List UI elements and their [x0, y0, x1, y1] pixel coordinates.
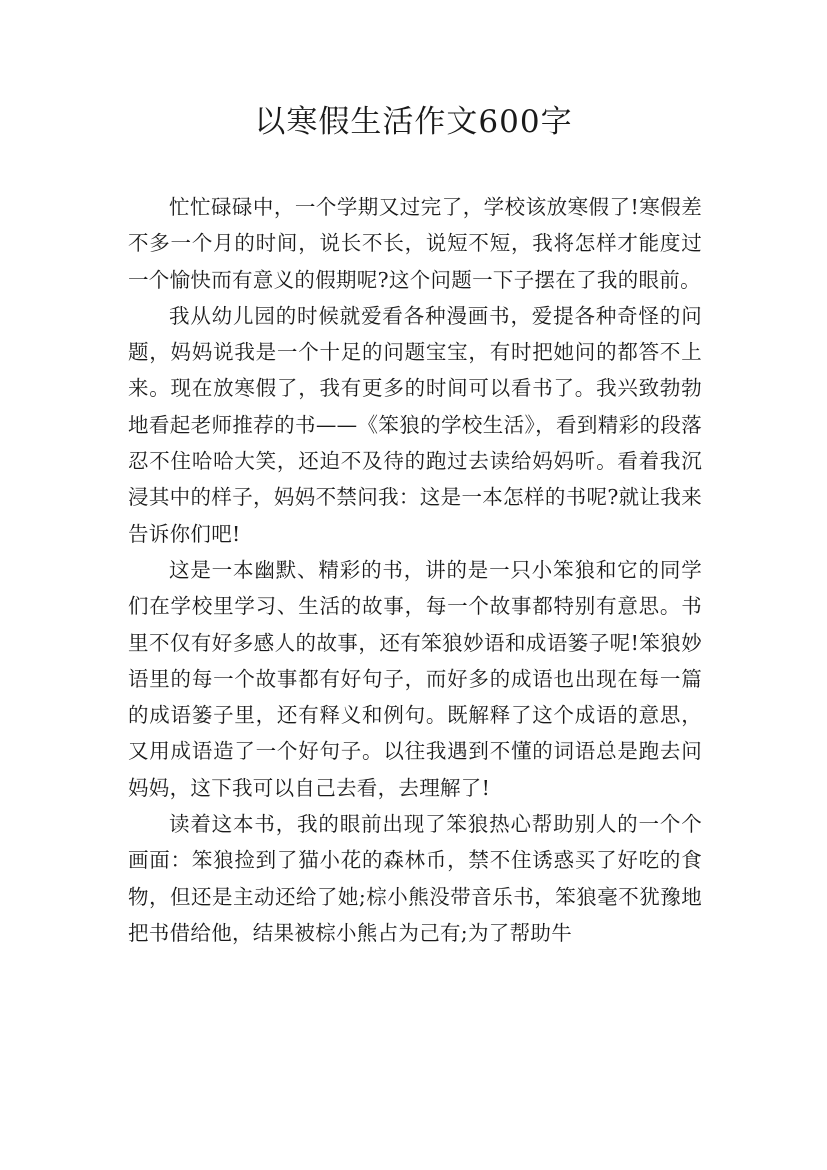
document-title: 以寒假生活作文600字	[254, 104, 573, 140]
paragraph-4: 读着这本书，我的眼前出现了笨狼热心帮助别人的一个个画面：笨狼捡到了猫小花的森林币，禁不住诱惑买了好吃的食物，但还是主动还给了她;棕小熊没带音乐书，笨狼毫不犹豫地把书借给他，结果被棕小熊占为己有;为了帮助牛	[128, 812, 702, 945]
paragraph-2: 我从幼儿园的时候就爱看各种漫画书，爱提各种奇怪的问题，妈妈说我是一个十足的问题宝宝，有时把她问的都答不上来。现在放寒假了，我有更多的时间可以看书了。我兴致勃勃地看起老师推荐的书——《笨狼的学校生活》，看到精彩的段落忍不住哈哈大笑，还迫不及待的跑过去读给妈妈听。看着我沉浸其中的样子，妈妈不禁问我：这是一本怎样的书呢?就让我来告诉你们吧!	[128, 303, 702, 546]
document-body	[128, 189, 702, 951]
paragraph-3: 这是一本幽默、精彩的书，讲的是一只小笨狼和它的同学们在学校里学习、生活的故事，每一个故事都特别有意思。书里不仅有好多感人的故事，还有笨狼妙语和成语篓子呢!笨狼妙语里的每一个故事都有好句子，而好多的成语也出现在每一篇的成语篓子里，还有释义和例句。既解释了这个成语的意思，又用成语造了一个好句子。以往我遇到不懂的词语总是跑去问妈妈，这下我可以自己去看，去理解了!	[128, 557, 702, 800]
paragraph-1: 忙忙碌碌中，一个学期又过完了，学校该放寒假了!寒假差不多一个月的时间，说长不长，说短不短，我将怎样才能度过一个愉快而有意义的假期呢?这个问题一下子摆在了我的眼前。	[128, 195, 702, 292]
